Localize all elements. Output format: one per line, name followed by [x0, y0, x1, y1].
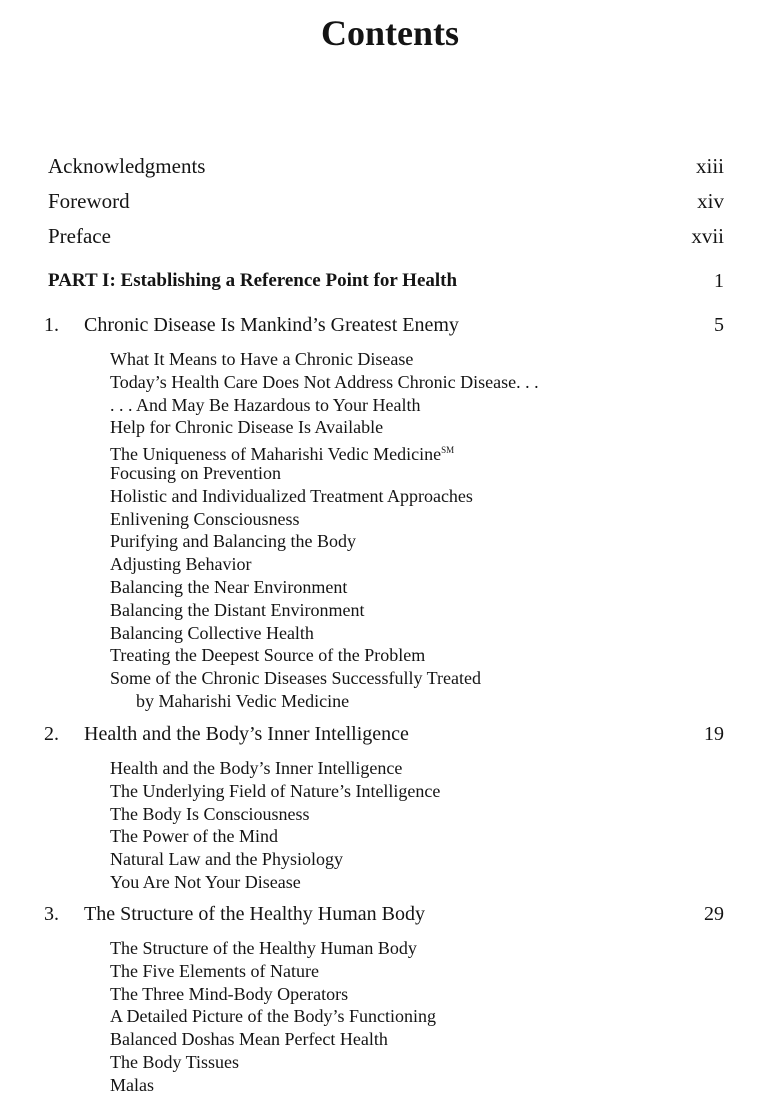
chapter-3-sections	[110, 937, 436, 1097]
chapter-title: Chronic Disease Is Mankind’s Greatest Enemy	[84, 314, 459, 336]
entry-label: Foreword	[48, 189, 130, 213]
section-item[interactable]: Adjusting Behavior	[110, 554, 252, 575]
section-item[interactable]: Balancing Collective Health	[110, 622, 314, 643]
section-item[interactable]: The Underlying Field of Nature’s Intelligence	[110, 780, 441, 801]
section-item[interactable]: The Power of the Mind	[110, 826, 278, 847]
section-item[interactable]: Treating the Deepest Source of the Problem	[110, 645, 426, 666]
section-item[interactable]: Balancing the Distant Environment	[110, 599, 365, 620]
chapter-title: Health and the Body’s Inner Intelligence	[84, 723, 409, 745]
section-item[interactable]: The Three Mind-Body Operators	[110, 983, 349, 1004]
page-title: Contents	[320, 13, 459, 53]
section-item[interactable]: Holistic and Individualized Treatment Approaches	[110, 485, 473, 506]
section-item[interactable]: Balancing the Near Environment	[110, 576, 348, 597]
section-item[interactable]: Some of the Chronic Diseases Successfully Treated	[110, 668, 481, 689]
section-text: The Uniqueness of Maharishi Vedic Medicine	[110, 444, 442, 465]
section-item[interactable]: Enlivening Consciousness	[110, 508, 300, 529]
part-label: PART I: Establishing a Reference Point for Health	[48, 270, 458, 291]
section-item[interactable]: The Body Tissues	[110, 1051, 240, 1072]
page-number: xvii	[691, 224, 724, 248]
section-item[interactable]: The Structure of the Healthy Human Body	[110, 938, 417, 958]
section-item[interactable]: The Five Elements of Nature	[110, 960, 319, 981]
chapter-number: 3.	[44, 903, 59, 925]
section-item-continuation[interactable]: by Maharishi Vedic Medicine	[136, 690, 350, 711]
section-item[interactable]: Natural Law and the Physiology	[110, 849, 343, 870]
section-item[interactable]: Malas	[110, 1074, 154, 1095]
page-number: 1	[714, 270, 724, 292]
entry-label: Preface	[48, 224, 111, 248]
toc-entry-foreword[interactable]	[48, 189, 724, 214]
toc-entry-preface[interactable]	[48, 224, 724, 249]
section-item[interactable]: Today’s Health Care Does Not Address Chronic Disease. . .	[110, 371, 539, 392]
page-number: 5	[714, 314, 724, 336]
section-item[interactable]: Help for Chronic Disease Is Available	[110, 417, 384, 438]
page-number: xiv	[697, 189, 724, 213]
section-item[interactable]: Health and the Body’s Inner Intelligence	[110, 758, 403, 778]
chapter-title: The Structure of the Healthy Human Body	[84, 903, 426, 925]
section-item[interactable]: . . . And May Be Hazardous to Your Health	[110, 394, 421, 415]
chapter-2-sections	[110, 757, 440, 894]
section-item[interactable]: Purifying and Balancing the Body	[110, 531, 356, 552]
section-item[interactable]: Focusing on Prevention	[110, 462, 281, 483]
section-item[interactable]: You Are Not Your Disease	[110, 871, 301, 892]
chapter-number: 2.	[44, 723, 59, 745]
chapter-1-sections	[110, 348, 539, 713]
section-item[interactable]	[110, 439, 539, 465]
service-mark: SM	[441, 445, 455, 456]
page-number: xiii	[695, 154, 724, 178]
page-number: 19	[704, 723, 724, 745]
section-item[interactable]: The Body Is Consciousness	[110, 803, 310, 824]
entry-label: Acknowledgments	[48, 154, 206, 178]
toc-part-heading[interactable]	[48, 270, 724, 292]
section-item[interactable]: Balanced Doshas Mean Perfect Health	[110, 1029, 388, 1050]
section-item[interactable]: What It Means to Have a Chronic Disease	[110, 349, 414, 369]
page-number: 29	[704, 903, 724, 925]
toc-entry-acknowledgments[interactable]	[48, 154, 724, 179]
chapter-number: 1.	[44, 314, 59, 336]
section-item[interactable]: A Detailed Picture of the Body’s Functioning	[110, 1006, 436, 1027]
